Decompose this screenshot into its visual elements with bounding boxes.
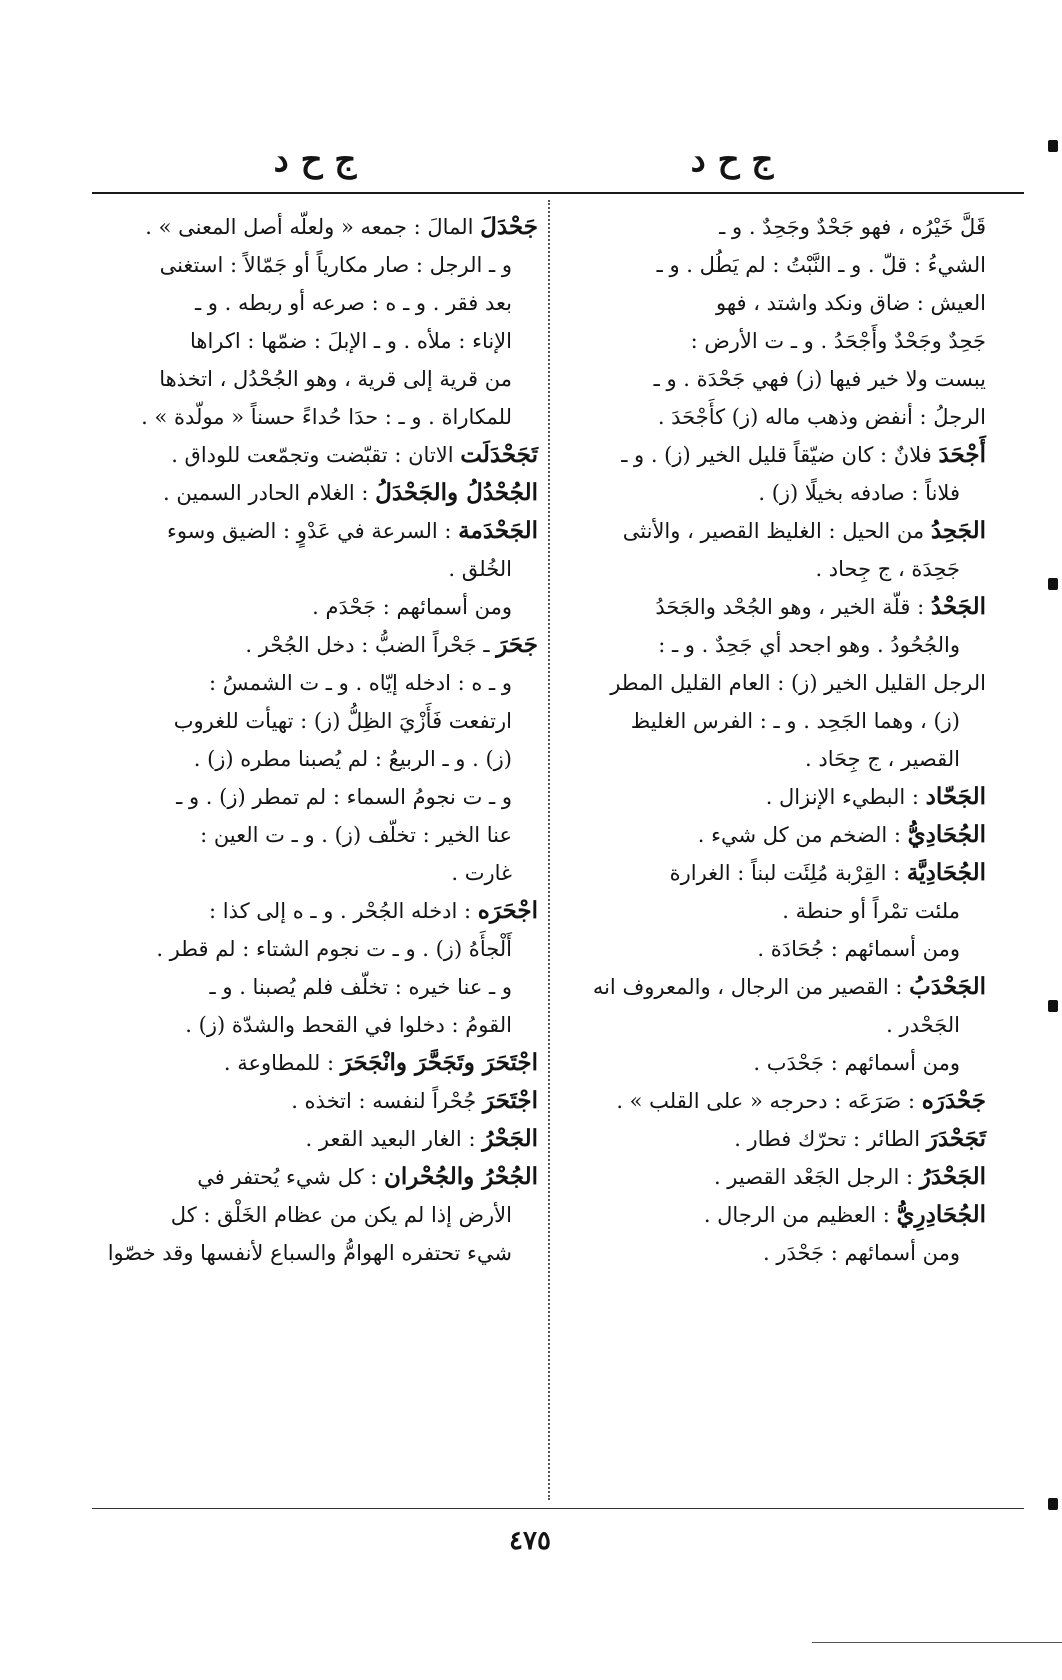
definition-text: الرجلُ : أنفض وذهب ماله (ز) كأَجْحَدَ . bbox=[657, 405, 986, 429]
headword: الجَحْدَمة bbox=[458, 517, 538, 544]
entry-line bbox=[558, 284, 986, 322]
definition-text: بعد فقر . و ـ ه : صرعه أو ربطه . و ـ bbox=[194, 291, 512, 315]
entry-line bbox=[90, 512, 538, 550]
entry-line bbox=[558, 1044, 986, 1082]
definition-text: : الضخم من كل شيء . bbox=[697, 823, 908, 847]
definition-text: : العظيم من الرجال . bbox=[703, 1203, 897, 1227]
definition-text: : الغار البعيد القعر . bbox=[305, 1127, 483, 1151]
definition-text: : السرعة في عَدْوٍ : الضيق وسوء bbox=[166, 519, 459, 543]
entry-line bbox=[90, 740, 538, 778]
entry-line bbox=[558, 512, 986, 550]
entry-line bbox=[90, 436, 538, 474]
entry-line bbox=[90, 816, 538, 854]
definition-text: ومن أسمائهم : جَحْدَر . bbox=[763, 1241, 960, 1265]
definition-text: فلانٌ : كان ضيّقاً قليل الخير (ز) . و ـ bbox=[621, 443, 939, 467]
definition-text: الاتان : تقبّضت وتجمّعت للوداق . bbox=[171, 443, 461, 467]
entry-line bbox=[90, 208, 538, 246]
definition-text: الجَحْدر . bbox=[886, 1013, 960, 1037]
entry-line bbox=[558, 208, 986, 246]
entry-line bbox=[90, 360, 538, 398]
entry-line bbox=[90, 702, 538, 740]
definition-text: ومن أسمائهم : جَحْدَم . bbox=[312, 595, 512, 619]
definition-text: القومُ : دخلوا في القحط والشدّة (ز) . bbox=[185, 1013, 512, 1037]
entry-line bbox=[558, 892, 986, 930]
headword: اجْتَحَرَ bbox=[482, 1087, 538, 1114]
entry-line bbox=[558, 322, 986, 360]
definition-text: : القصير من الرجال ، والمعروف انه bbox=[592, 975, 910, 999]
definition-text: الطائر : تحرّك فطار . bbox=[734, 1127, 927, 1151]
entry-line bbox=[558, 436, 986, 474]
entry-line bbox=[90, 930, 538, 968]
definition-text: : قلّة الخير ، وهو الجُحْد والجَحَدُ bbox=[655, 595, 931, 619]
headword: تَجَحْدَرَ bbox=[926, 1125, 986, 1152]
entry-line bbox=[558, 778, 986, 816]
entry-line bbox=[558, 1234, 986, 1272]
page-number: ٤٧٥ bbox=[509, 1526, 551, 1556]
entry-line bbox=[558, 968, 986, 1006]
column-divider bbox=[548, 200, 550, 1500]
headword: الجَحْدَرُ bbox=[919, 1163, 986, 1190]
definition-text: ارتفعت فَأَزْيَ الظِلُّ (ز) : تهيأت للغروب bbox=[173, 709, 512, 733]
headword: الجَحِدُ bbox=[930, 517, 986, 544]
definition-text: (ز) . و ـ الربيعُ : لم يُصبنا مطره (ز) . bbox=[193, 747, 512, 771]
definition-text: و ـ ت نجومُ السماء : لم تمطر (ز) . و ـ bbox=[176, 785, 512, 809]
entry-line bbox=[558, 816, 986, 854]
entry-line bbox=[90, 322, 538, 360]
scan-mark bbox=[1048, 140, 1058, 152]
headword: اجْحَرَه bbox=[477, 897, 538, 924]
headword: الجُحْدُلُ والجَحْدَلُ bbox=[375, 479, 538, 506]
entry-line bbox=[558, 550, 986, 588]
entry-line bbox=[90, 892, 538, 930]
entry-line bbox=[558, 588, 986, 626]
entry-line bbox=[90, 1044, 538, 1082]
entry-line bbox=[558, 1082, 986, 1120]
definition-text: والجُحُودُ . وهو اجحد أي جَحِدٌ . و ـ : bbox=[658, 633, 960, 657]
definition-text: و ـ عنا خيره : تخلّف فلم يُصبنا . و ـ bbox=[209, 975, 512, 999]
definition-text: من قرية إلى قرية ، وهو الجُحْدُل ، اتخذها bbox=[159, 367, 512, 391]
entry-line bbox=[558, 702, 986, 740]
headword: اجْتَحَرَ وتَجَحَّرَ وانْجَحَرَ bbox=[340, 1049, 538, 1076]
entry-line bbox=[90, 968, 538, 1006]
entry-line bbox=[90, 398, 538, 436]
entry-line bbox=[558, 626, 986, 664]
definition-text: : صَرَعَه : دحرجه « على القلب » . bbox=[616, 1089, 922, 1113]
definition-text: غارت . bbox=[451, 861, 512, 885]
definition-text: : القِرْبة مُلِئَت لبناً : الغرارة bbox=[669, 861, 907, 885]
entry-line bbox=[558, 1120, 986, 1158]
entry-line bbox=[558, 1196, 986, 1234]
headword: الجَحْرُ bbox=[482, 1125, 538, 1152]
definition-text: أَلْجأَهُ (ز) . و ـ ت نجوم الشتاء : لم قطر . bbox=[156, 937, 512, 961]
entry-line bbox=[90, 474, 538, 512]
definition-text: : كل شيء يُحتفر في bbox=[197, 1165, 385, 1189]
header-root-left: ج ح د bbox=[273, 140, 357, 180]
headword: جَحْدَرَه bbox=[921, 1087, 986, 1114]
definition-text: العيش : ضاق ونكد واشتد ، فهو bbox=[715, 291, 986, 315]
entry-line bbox=[90, 778, 538, 816]
definition-text: فلاناً : صادفه بخيلًا (ز) . bbox=[758, 481, 960, 505]
definition-text: الخُلق . bbox=[448, 557, 512, 581]
definition-text: الأرض إذا لم يكن من عظام الخَلْق : كل bbox=[170, 1203, 512, 1227]
entry-line bbox=[558, 854, 986, 892]
definition-text: من الحيل : الغليظ القصير ، والأنثى bbox=[622, 519, 931, 543]
definition-text: و ـ الرجل : صار مكارياً أو جَمّالاً : استغنى bbox=[159, 253, 512, 277]
entry-line bbox=[90, 588, 538, 626]
headword: الجُحَادِيَّة bbox=[906, 859, 986, 886]
definition-text: ملئت تمْراً أو حنطة . bbox=[782, 899, 960, 923]
entry-line bbox=[558, 246, 986, 284]
definition-text: جَحِدَة ، ج جِحاد . bbox=[815, 557, 960, 581]
entry-line bbox=[90, 1006, 538, 1044]
left-column bbox=[90, 208, 538, 1272]
entry-line bbox=[90, 1082, 538, 1120]
entry-line bbox=[558, 474, 986, 512]
headword: تَجَحْدَلَت bbox=[460, 441, 538, 468]
definition-text: الرجل القليل الخير (ز) : العام القليل المطر bbox=[610, 671, 986, 695]
scan-edge-line bbox=[812, 1642, 1062, 1643]
definition-text: : الغلام الحادر السمين . bbox=[162, 481, 376, 505]
definition-text: الإناء : ملأه . و ـ الإبلَ : ضمّها : اكراها bbox=[190, 329, 512, 353]
footer-rule bbox=[92, 1508, 1024, 1509]
definition-text: ومن أسمائهم : جُحَادَة . bbox=[757, 937, 960, 961]
headword: أَجْحَدَ bbox=[938, 441, 986, 468]
entry-line bbox=[558, 740, 986, 778]
entry-line bbox=[558, 360, 986, 398]
headword: الجُحَادِيُّ bbox=[907, 821, 986, 848]
headword: الجَحْدَبُ bbox=[909, 973, 986, 1000]
definition-text: : للمطاوعة . bbox=[223, 1051, 341, 1075]
entry-line bbox=[90, 550, 538, 588]
scan-mark bbox=[1048, 1498, 1058, 1510]
definition-text: المالَ : جمعه « ولعلّه أصل المعنى » . bbox=[145, 215, 481, 239]
entry-line bbox=[90, 1120, 538, 1158]
entry-line bbox=[558, 664, 986, 702]
entry-line bbox=[90, 1158, 538, 1196]
headword: الجَحّاد bbox=[925, 783, 986, 810]
right-column bbox=[558, 208, 986, 1272]
definition-text: شيء تحتفره الهوامُّ والسباع لأنفسها وقد خصّوا bbox=[107, 1241, 512, 1265]
header-root-right: ج ح د bbox=[690, 140, 774, 180]
headword: الجَحْدُ bbox=[930, 593, 986, 620]
definition-text: جُحْراً لنفسه : اتخذه . bbox=[291, 1089, 483, 1113]
definition-text: للمكاراة . و ـ : حدَا حُداءً حسناً « مولّدة » . bbox=[141, 405, 512, 429]
entry-line bbox=[558, 1158, 986, 1196]
definition-text: يبست ولا خير فيها (ز) فهي جَحْدَة . و ـ bbox=[653, 367, 986, 391]
header-rule bbox=[92, 192, 1024, 194]
definition-text: (ز) ، وهما الجَحِد . و ـ : الفرس الغليظ bbox=[630, 709, 960, 733]
headword: الجُحْرُ والجُحْران bbox=[384, 1163, 538, 1190]
entry-line bbox=[90, 246, 538, 284]
headword: جَحْدَلَ bbox=[480, 213, 538, 240]
entry-line bbox=[558, 930, 986, 968]
entry-line bbox=[90, 626, 538, 664]
definition-text: القصير ، ج جِحَاد . bbox=[805, 747, 960, 771]
entry-line bbox=[90, 1196, 538, 1234]
definition-text: : ادخله الجُحْر . و ـ ه إلى كذا : bbox=[209, 899, 478, 923]
scan-mark bbox=[1048, 1000, 1058, 1012]
definition-text: : الرجل الجَعْد القصير . bbox=[713, 1165, 920, 1189]
definition-text: ـ جَحْراً الضبُّ : دخل الجُحْر . bbox=[245, 633, 497, 657]
entry-line bbox=[90, 854, 538, 892]
entry-line bbox=[90, 664, 538, 702]
entry-line bbox=[90, 284, 538, 322]
headword: الجُحَادِرِيُّ bbox=[896, 1201, 986, 1228]
entry-line bbox=[558, 1006, 986, 1044]
headword: جَحَرَ bbox=[496, 631, 538, 658]
definition-text: عنا الخير : تخلّف (ز) . و ـ ت العين : bbox=[200, 823, 512, 847]
definition-text: الشيءُ : قلّ . و ـ النَّبْتُ : لم يَطُل . و ـ bbox=[656, 253, 986, 277]
entry-line bbox=[558, 398, 986, 436]
definition-text: و ـ ه : ادخله إيّاه . و ـ ت الشمسُ : bbox=[209, 671, 512, 695]
entry-line bbox=[90, 1234, 538, 1272]
scan-mark bbox=[1048, 578, 1058, 590]
definition-text: ومن أسمائهم : جَحْدَب . bbox=[753, 1051, 960, 1075]
definition-text: قَلَّ خَيْرُه ، فهو جَحْدٌ وجَحِدٌ . و ـ bbox=[719, 215, 986, 239]
definition-text: جَحِدٌ وجَحْدٌ وأَجْحَدُ . و ـ ت الأرض : bbox=[690, 329, 986, 353]
definition-text: : البطيء الإنزال . bbox=[765, 785, 926, 809]
